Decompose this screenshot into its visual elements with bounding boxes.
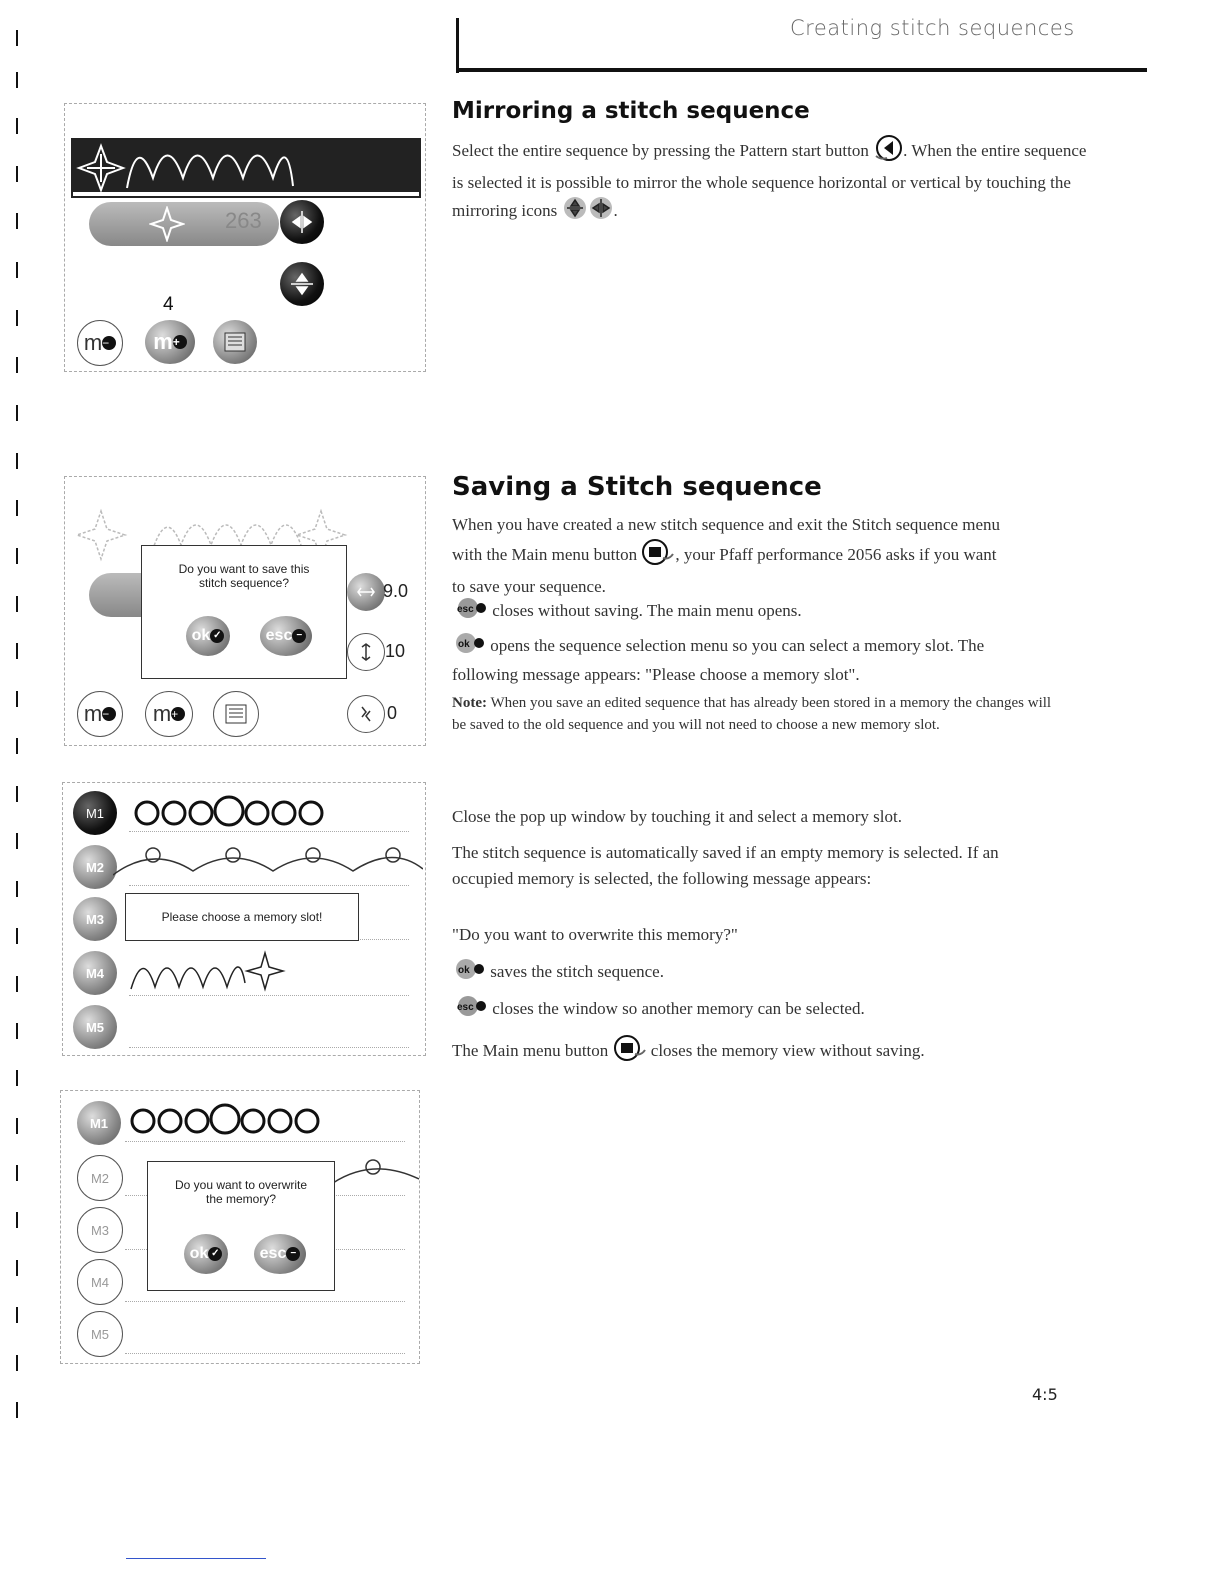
note-label: Note:	[452, 695, 487, 711]
memory-slot-m4[interactable]	[73, 951, 117, 995]
memory-minus-label: m	[83, 701, 103, 726]
mirror-vertical-icon	[588, 196, 614, 228]
star-stitch-icon	[149, 206, 185, 242]
esc-button[interactable]	[260, 616, 312, 656]
balance-button[interactable]	[347, 695, 385, 733]
ok-button[interactable]	[184, 1234, 228, 1274]
list-icon	[224, 332, 246, 352]
cancel-icon: −	[286, 1247, 300, 1261]
slot-label: M1	[85, 805, 105, 821]
binding-mark	[16, 738, 18, 754]
minus-icon: −	[102, 707, 116, 721]
screen-memory-slots	[62, 782, 426, 1056]
binding-mark	[16, 1212, 18, 1228]
ok-paragraph	[452, 632, 1042, 688]
sequence-length: 4	[163, 294, 174, 315]
memory-slot-m4[interactable]	[77, 1259, 123, 1305]
memory-slot-m3[interactable]	[77, 1207, 123, 1253]
binding-mark	[16, 548, 18, 564]
mirror-vertical-button[interactable]	[280, 200, 324, 244]
overwrite-dialog[interactable]	[147, 1161, 335, 1291]
auto-saved-paragraph: The stitch sequence is automatically saved if an empty memory is selected. If an occupied memory is selected, the following message appears:	[452, 843, 999, 888]
header-rule-vertical	[456, 18, 459, 73]
main-menu-icon	[641, 538, 675, 574]
save-dialog-message: Do you want to save this stitch sequence?	[178, 562, 310, 590]
esc-label: esc	[259, 1245, 287, 1262]
main-menu-text-b: closes the memory view without saving.	[650, 1040, 925, 1060]
slot-label: M4	[85, 965, 105, 981]
ok-saves-text: saves the stitch sequence.	[490, 961, 664, 981]
mirror-horizontal-icon	[289, 271, 315, 297]
stitch-length-button[interactable]	[347, 633, 385, 671]
binding-mark	[16, 643, 18, 659]
ok-text: opens the sequence selection menu so you can select a memory slot. The following message appears: "Please choose a memory slot".	[452, 635, 985, 684]
running-title: Creating stitch sequences	[790, 16, 1075, 40]
sequence-bar	[71, 138, 421, 198]
memory-slot-m1[interactable]	[73, 791, 117, 835]
header-rule-horizontal	[456, 68, 1147, 72]
ok-saves-paragraph	[452, 958, 1012, 988]
binding-mark	[16, 1307, 18, 1323]
saving-intro	[452, 512, 1012, 600]
binding-mark	[16, 500, 18, 516]
check-icon: ✓	[210, 629, 224, 643]
screen-overwrite-dialog	[60, 1090, 420, 1364]
esc-icon	[452, 995, 488, 1025]
svg-text:esc: esc	[457, 604, 474, 615]
cancel-icon: −	[292, 629, 306, 643]
slot-label: M2	[85, 859, 105, 875]
stitch-number: 263	[225, 208, 262, 233]
stitch-width-button[interactable]	[347, 573, 385, 611]
check-icon: ✓	[208, 1247, 222, 1261]
binding-mark	[16, 118, 18, 134]
pattern-start-icon	[873, 134, 903, 170]
mirroring-body	[452, 134, 1092, 228]
note-text: When you save an edited sequence that has already been stored in a memory the changes will be saved to the old sequence and you will not need to choose a new memory slot.	[452, 695, 1052, 733]
slot-label: M2	[90, 1170, 110, 1186]
svg-text:esc: esc	[457, 1002, 474, 1013]
esc-paragraph	[452, 597, 1032, 627]
binding-mark	[16, 1402, 18, 1418]
page-number: 4:5	[1032, 1385, 1058, 1404]
close-popup-paragraph: Close the pop up window by touching it and select a memory slot.	[452, 807, 902, 826]
memory-plus-label: m	[153, 329, 173, 354]
binding-mark	[16, 310, 18, 326]
minus-icon: −	[102, 336, 116, 350]
slot-label: M5	[90, 1326, 110, 1342]
ok-label: ok	[191, 627, 211, 644]
binding-mark	[16, 596, 18, 612]
stitch-width-value: 9.0	[383, 581, 409, 601]
flower-sequence	[125, 1103, 325, 1139]
binding-mark	[16, 30, 18, 46]
binding-mark	[16, 1070, 18, 1086]
saving-heading: Saving a Stitch sequence	[452, 472, 822, 502]
main-menu-text-a: The Main menu button	[452, 1040, 609, 1060]
ok-icon	[452, 958, 486, 988]
binding-mark	[16, 928, 18, 944]
screen-save-dialog	[64, 476, 426, 746]
saving-intro-b: , your Pfaff performance 2056 asks if you want to save your sequence.	[452, 544, 997, 596]
sequence-menu-button[interactable]	[213, 320, 257, 364]
esc-button[interactable]	[254, 1234, 306, 1274]
plus-icon: +	[173, 335, 187, 349]
overwrite-dialog-message: Do you want to overwrite the memory?	[174, 1178, 308, 1206]
slot-label: M4	[90, 1274, 110, 1290]
flower-sequence	[129, 795, 329, 831]
memory-minus-label: m	[83, 330, 103, 355]
balance-value: 0	[387, 703, 398, 723]
mirroring-text-1: Select the entire sequence by pressing the Pattern start button	[452, 140, 869, 160]
binding-mark	[16, 1023, 18, 1039]
wave-star-sequence	[129, 949, 289, 995]
sequence-menu-button[interactable]	[213, 691, 259, 737]
main-menu-paragraph	[452, 1034, 1072, 1070]
slot-label: M5	[85, 1019, 105, 1035]
binding-mark	[16, 1165, 18, 1181]
vine-sequence	[333, 1153, 419, 1193]
mirror-horizontal-button[interactable]	[280, 262, 324, 306]
mirroring-text-4: .	[613, 200, 618, 220]
slot-label: M3	[90, 1222, 110, 1238]
binding-mark	[16, 357, 18, 373]
binding-mark	[16, 881, 18, 897]
memory-slot-m1[interactable]	[77, 1101, 121, 1145]
memory-minus-button[interactable]	[77, 691, 123, 737]
binding-mark	[16, 1118, 18, 1134]
binding-mark	[16, 453, 18, 469]
esc-closes-text: closes the window so another memory can be selected.	[492, 998, 865, 1018]
binding-mark	[16, 976, 18, 992]
memory-slot-m3[interactable]	[73, 897, 117, 941]
ok-button[interactable]	[186, 616, 230, 656]
plus-icon: +	[171, 707, 185, 721]
esc-icon	[452, 597, 488, 627]
esc-text: closes without saving. The main menu opens.	[492, 600, 802, 620]
binding-mark	[16, 262, 18, 278]
mirroring-text-2: .	[903, 140, 908, 160]
memory-slot-m2[interactable]	[77, 1155, 123, 1201]
ok-icon	[452, 632, 486, 662]
binding-mark	[16, 72, 18, 88]
binding-mark	[16, 786, 18, 802]
overwrite-question: "Do you want to overwrite this memory?"	[452, 925, 738, 944]
save-dialog[interactable]	[141, 545, 347, 679]
choose-slot-message[interactable]: Please choose a memory slot!	[125, 893, 359, 941]
binding-mark	[16, 405, 18, 421]
balance-icon	[356, 704, 376, 724]
svg-text:ok: ok	[458, 639, 470, 650]
ok-label: ok	[189, 1245, 209, 1262]
vine-sequence	[113, 841, 423, 885]
memory-slot-m5[interactable]	[73, 1005, 117, 1049]
width-icon	[356, 582, 376, 602]
length-icon	[356, 642, 376, 662]
stitch-length-value: 10	[385, 641, 406, 661]
binding-mark	[16, 166, 18, 182]
mirror-vertical-icon	[289, 209, 315, 235]
mirroring-text-3: When the entire sequence is selected it is possible to mirror the whole sequence horizontal or vertical by touching the mirroring icons	[452, 140, 1087, 220]
note-paragraph	[452, 692, 1062, 736]
memory-slot-m5[interactable]	[77, 1311, 123, 1357]
memory-minus-button[interactable]	[77, 320, 123, 366]
mirroring-heading: Mirroring a stitch sequence	[452, 98, 810, 124]
esc-label: esc	[265, 627, 293, 644]
binding-mark	[16, 1260, 18, 1276]
slot-label: M1	[89, 1115, 109, 1131]
saving-intro-a: When you have created a new stitch sequence and exit the Stitch sequence menu with the Main menu button	[452, 515, 1001, 564]
memory-plus-button[interactable]	[145, 320, 195, 364]
binding-mark	[16, 213, 18, 229]
main-menu-icon	[613, 1034, 647, 1070]
binding-mark	[16, 1355, 18, 1371]
memory-slot-m2[interactable]	[73, 845, 117, 889]
memory-plus-label: m	[152, 701, 172, 726]
svg-text:ok: ok	[458, 965, 470, 976]
footer-rule	[126, 1558, 266, 1559]
binding-mark	[16, 691, 18, 707]
binding-mark	[16, 833, 18, 849]
screen-mirroring	[64, 103, 426, 372]
mirror-horizontal-icon	[562, 196, 588, 228]
list-icon	[225, 704, 247, 724]
slot-label: M3	[85, 911, 105, 927]
esc-closes-paragraph	[452, 995, 1032, 1025]
memory-plus-button[interactable]	[145, 691, 193, 737]
